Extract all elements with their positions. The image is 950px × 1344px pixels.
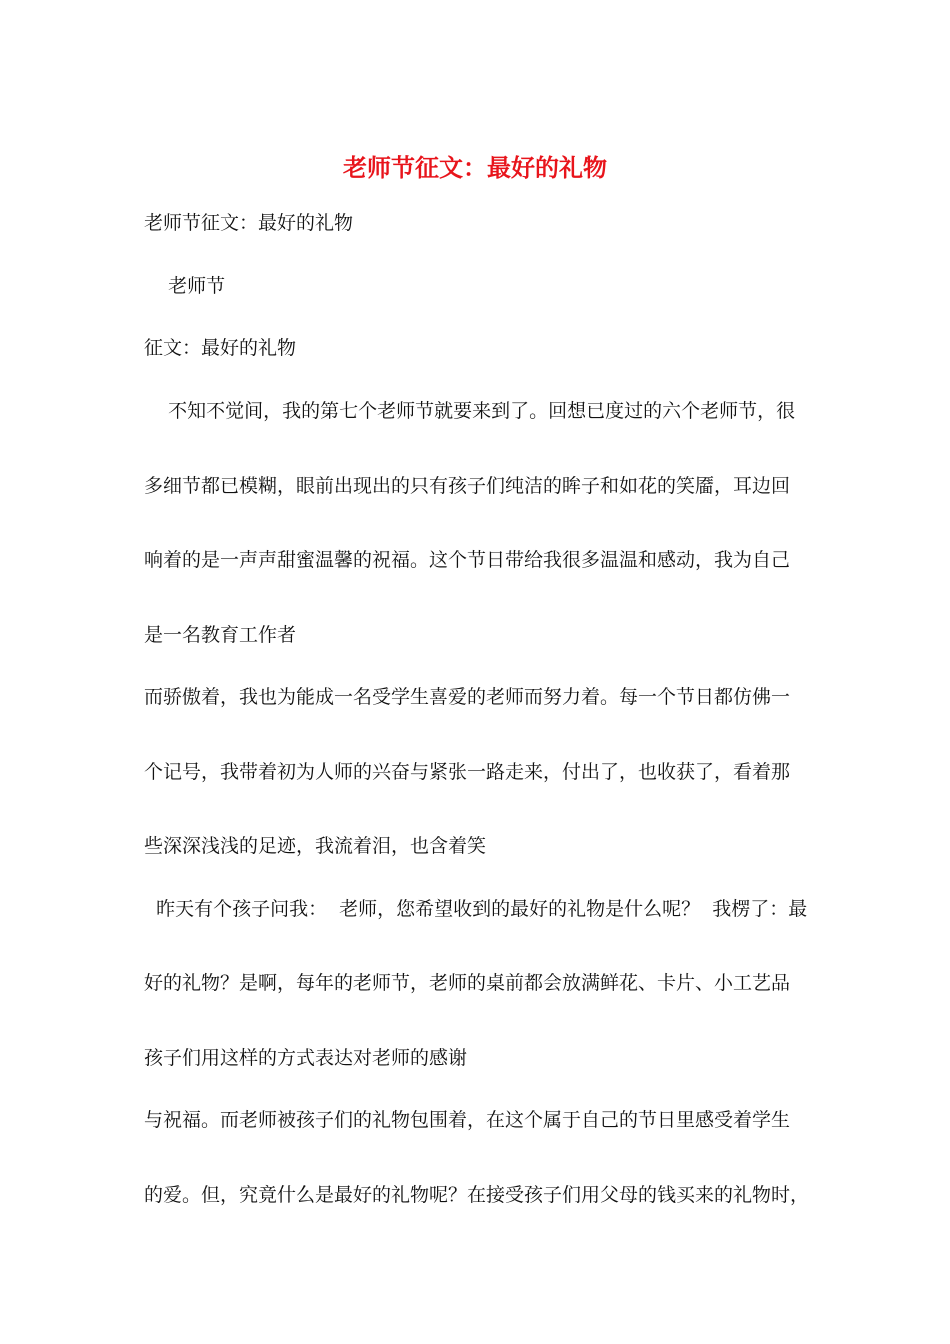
body-line-5: 多细节都已模糊，眼前出现出的只有孩子们纯洁的眸子和如花的笑靥，耳边回 — [144, 475, 791, 497]
body-line-11: 昨天有个孩子问我： 老师，您希望收到的最好的礼物是什么呢？ 我楞了：最 — [144, 898, 808, 920]
body-line-1: 老师节征文：最好的礼物 — [144, 212, 354, 234]
body-line-9: 个记号，我带着初为人师的兴奋与紧张一路走来，付出了，也收获了，看着那 — [144, 761, 791, 783]
body-line-15: 的爱。但，究竟什么是最好的礼物呢？在接受孩子们用父母的钱买来的礼物时， — [144, 1184, 810, 1206]
page-title: 老师节征文：最好的礼物 — [343, 153, 607, 182]
body-line-8: 而骄傲着，我也为能成一名受学生喜爱的老师而努力着。每一个节日都仿佛一 — [144, 686, 791, 708]
body-line-2: 老师节 — [144, 275, 226, 297]
body-line-4: 不知不觉间，我的第七个老师节就要来到了。回想已度过的六个老师节，很 — [144, 400, 796, 422]
body-line-14: 与祝福。而老师被孩子们的礼物包围着，在这个属于自己的节日里感受着学生 — [144, 1109, 791, 1131]
body-line-10: 些深深浅浅的足迹，我流着泪，也含着笑 — [144, 835, 487, 857]
body-line-6: 响着的是一声声甜蜜温馨的祝福。这个节日带给我很多温温和感动，我为自己 — [144, 549, 791, 571]
body-line-12: 好的礼物？是啊，每年的老师节，老师的桌前都会放满鲜花、卡片、小工艺品 — [144, 972, 791, 994]
body-line-7: 是一名教育工作者 — [144, 624, 297, 646]
body-line-3: 征文：最好的礼物 — [144, 337, 297, 359]
body-line-13: 孩子们用这样的方式表达对老师的感谢 — [144, 1047, 468, 1069]
